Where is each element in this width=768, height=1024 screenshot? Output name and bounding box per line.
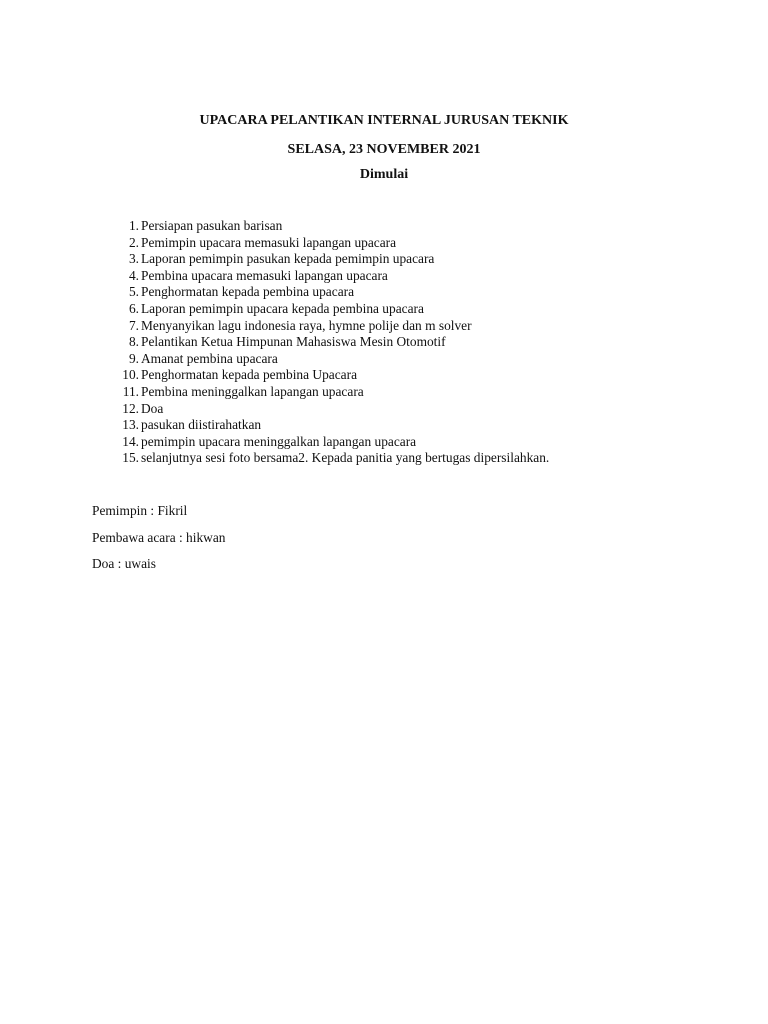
- item-number: 1.: [128, 218, 139, 233]
- list-item: [108, 218, 549, 235]
- item-text: Pembina upacara memasuki lapangan upacara: [141, 267, 388, 283]
- list-item: [108, 235, 549, 252]
- item-text: Menyanyikan lagu indonesia raya, hymne polije dan m solver: [141, 317, 472, 333]
- item-text: selanjutnya sesi foto bersama2. Kepada panitia yang bertugas dipersilahkan.: [141, 450, 550, 466]
- list-item: [108, 268, 549, 285]
- item-number: 5.: [128, 284, 139, 300]
- role-prayer: Doa : uwais: [92, 556, 156, 571]
- list-item: [108, 384, 549, 401]
- list-item: [108, 367, 549, 384]
- list-item: [108, 417, 549, 434]
- item-number: 6.: [128, 300, 139, 316]
- item-text: Penghormatan kepada pembina upacara: [141, 284, 355, 300]
- item-text: Laporan pemimpin upacara kepada pembina upacara: [141, 300, 424, 316]
- item-number: 8.: [128, 334, 139, 350]
- item-number: 10.: [122, 367, 139, 383]
- item-text: Penghormatan kepada pembina Upacara: [141, 367, 358, 383]
- item-text: Amanat pembina upacara: [141, 350, 278, 366]
- item-text: Laporan pemimpin pasukan kepada pemimpin upacara: [141, 251, 435, 267]
- item-number: 9.: [128, 350, 139, 366]
- role-host: Pembawa acara : hikwan: [92, 530, 226, 545]
- list-item: [108, 401, 549, 418]
- item-number: 2.: [128, 234, 139, 250]
- item-number: 3.: [128, 251, 139, 267]
- list-item: [108, 301, 549, 318]
- item-number: 13.: [122, 417, 139, 433]
- document-date: SELASA, 23 NOVEMBER 2021: [287, 142, 481, 157]
- list-item: [108, 334, 549, 351]
- item-number: 4.: [128, 267, 139, 283]
- list-item: [108, 434, 549, 451]
- item-text: Pemimpin upacara memasuki lapangan upacara: [141, 234, 397, 250]
- agenda-list: [108, 218, 549, 467]
- item-number: 11.: [122, 383, 139, 399]
- item-number: 15.: [122, 450, 139, 466]
- list-item: [108, 284, 549, 301]
- item-text: Doa: [141, 400, 164, 416]
- item-text: pemimpin upacara meninggalkan lapangan upacara: [141, 433, 417, 449]
- item-text: pasukan diistirahatkan: [141, 417, 262, 433]
- item-number: 7.: [128, 317, 139, 333]
- item-number: 12.: [122, 400, 139, 416]
- document-title: UPACARA PELANTIKAN INTERNAL JURUSAN TEKNIK: [199, 113, 569, 128]
- list-item: [108, 351, 549, 368]
- list-item: [108, 450, 549, 467]
- item-text: Pembina meninggalkan lapangan upacara: [141, 383, 364, 399]
- item-text: Pelantikan Ketua Himpunan Mahasiswa Mesin Otomotif: [141, 334, 446, 350]
- item-number: 14.: [122, 433, 139, 449]
- document-subtitle: Dimulai: [359, 167, 409, 182]
- list-item: [108, 318, 549, 335]
- role-leader: Pemimpin : Fikril: [92, 503, 188, 518]
- list-item: [108, 251, 549, 268]
- item-text: Persiapan pasukan barisan: [141, 218, 283, 233]
